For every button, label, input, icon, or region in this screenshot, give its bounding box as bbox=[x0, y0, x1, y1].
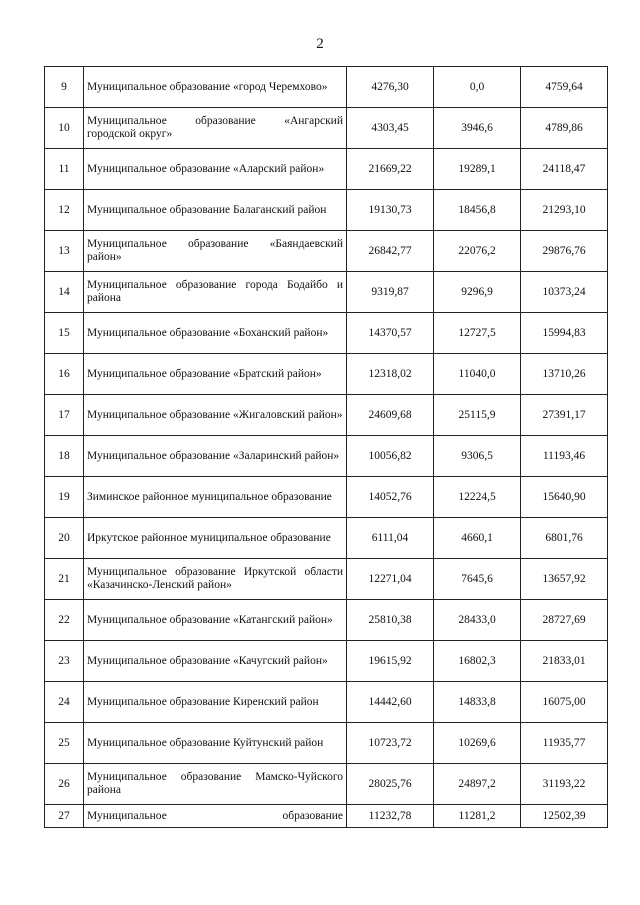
value-column-3-cell: 13710,26 bbox=[521, 354, 608, 395]
municipality-name-cell: Муниципальное образование «Катангский район» bbox=[84, 600, 347, 641]
value-column-2-cell: 10269,6 bbox=[434, 723, 521, 764]
value-column-1-cell: 11232,78 bbox=[347, 805, 434, 828]
table-row bbox=[45, 67, 608, 108]
value-column-1-cell: 12318,02 bbox=[347, 354, 434, 395]
row-number-cell: 17 bbox=[45, 395, 84, 436]
row-number-cell: 26 bbox=[45, 764, 84, 805]
value-column-3-cell: 13657,92 bbox=[521, 559, 608, 600]
table-row bbox=[45, 149, 608, 190]
value-column-1-cell: 6111,04 bbox=[347, 518, 434, 559]
table-row bbox=[45, 395, 608, 436]
value-column-2-cell: 22076,2 bbox=[434, 231, 521, 272]
value-column-3-cell: 6801,76 bbox=[521, 518, 608, 559]
value-column-3-cell: 11193,46 bbox=[521, 436, 608, 477]
table-row bbox=[45, 272, 608, 313]
value-column-2-cell: 11281,2 bbox=[434, 805, 521, 828]
value-column-1-cell: 14442,60 bbox=[347, 682, 434, 723]
row-number-cell: 11 bbox=[45, 149, 84, 190]
value-column-3-cell: 15994,83 bbox=[521, 313, 608, 354]
value-column-1-cell: 4303,45 bbox=[347, 108, 434, 149]
municipality-name-cell: Муниципальное образование «Боханский район» bbox=[84, 313, 347, 354]
row-number-cell: 13 bbox=[45, 231, 84, 272]
value-column-2-cell: 19289,1 bbox=[434, 149, 521, 190]
value-column-3-cell: 31193,22 bbox=[521, 764, 608, 805]
row-number-cell: 9 bbox=[45, 67, 84, 108]
row-number-cell: 10 bbox=[45, 108, 84, 149]
row-number-cell: 25 bbox=[45, 723, 84, 764]
value-column-2-cell: 14833,8 bbox=[434, 682, 521, 723]
table-row bbox=[45, 354, 608, 395]
table-row bbox=[45, 682, 608, 723]
row-number-cell: 14 bbox=[45, 272, 84, 313]
municipality-name-cell: Муниципальное образование «Аларский район» bbox=[84, 149, 347, 190]
value-column-2-cell: 11040,0 bbox=[434, 354, 521, 395]
municipality-name-cell: Муниципальное образование «Баяндаевский район» bbox=[84, 231, 347, 272]
value-column-1-cell: 28025,76 bbox=[347, 764, 434, 805]
municipality-name-cell: Муниципальное образование Балаганский район bbox=[84, 190, 347, 231]
municipality-name-cell: Муниципальное образование «Качугский район» bbox=[84, 641, 347, 682]
value-column-2-cell: 18456,8 bbox=[434, 190, 521, 231]
municipality-name-cell: Муниципальное образование Киренский район bbox=[84, 682, 347, 723]
table-row bbox=[45, 231, 608, 272]
row-number-cell: 24 bbox=[45, 682, 84, 723]
value-column-2-cell: 16802,3 bbox=[434, 641, 521, 682]
table-row bbox=[45, 764, 608, 805]
row-number-cell: 19 bbox=[45, 477, 84, 518]
municipality-name-cell: Муниципальное образование «Жигаловский район» bbox=[84, 395, 347, 436]
value-column-1-cell: 14052,76 bbox=[347, 477, 434, 518]
value-column-3-cell: 21833,01 bbox=[521, 641, 608, 682]
value-column-2-cell: 9296,9 bbox=[434, 272, 521, 313]
value-column-3-cell: 10373,24 bbox=[521, 272, 608, 313]
row-number-cell: 20 bbox=[45, 518, 84, 559]
table-row bbox=[45, 313, 608, 354]
value-column-3-cell: 16075,00 bbox=[521, 682, 608, 723]
table-row bbox=[45, 108, 608, 149]
table-body bbox=[45, 67, 608, 828]
value-column-1-cell: 9319,87 bbox=[347, 272, 434, 313]
table-row bbox=[45, 518, 608, 559]
value-column-3-cell: 15640,90 bbox=[521, 477, 608, 518]
value-column-3-cell: 11935,77 bbox=[521, 723, 608, 764]
value-column-2-cell: 4660,1 bbox=[434, 518, 521, 559]
municipality-name-cell: Муниципальное образование «Заларинский район» bbox=[84, 436, 347, 477]
value-column-3-cell: 29876,76 bbox=[521, 231, 608, 272]
row-number-cell: 18 bbox=[45, 436, 84, 477]
value-column-3-cell: 28727,69 bbox=[521, 600, 608, 641]
value-column-2-cell: 9306,5 bbox=[434, 436, 521, 477]
table-row bbox=[45, 641, 608, 682]
row-number-cell: 23 bbox=[45, 641, 84, 682]
row-number-cell: 16 bbox=[45, 354, 84, 395]
row-number-cell: 27 bbox=[45, 805, 84, 828]
row-number-cell: 12 bbox=[45, 190, 84, 231]
value-column-2-cell: 7645,6 bbox=[434, 559, 521, 600]
row-number-cell: 22 bbox=[45, 600, 84, 641]
row-number-cell: 21 bbox=[45, 559, 84, 600]
value-column-3-cell: 4789,86 bbox=[521, 108, 608, 149]
table-row bbox=[45, 436, 608, 477]
value-column-3-cell: 12502,39 bbox=[521, 805, 608, 828]
table-row bbox=[45, 723, 608, 764]
table-row bbox=[45, 559, 608, 600]
table-row bbox=[45, 190, 608, 231]
value-column-1-cell: 25810,38 bbox=[347, 600, 434, 641]
value-column-2-cell: 28433,0 bbox=[434, 600, 521, 641]
municipality-name-cell: Зиминское районное муниципальное образование bbox=[84, 477, 347, 518]
table-row bbox=[45, 805, 608, 828]
value-column-3-cell: 24118,47 bbox=[521, 149, 608, 190]
value-column-1-cell: 24609,68 bbox=[347, 395, 434, 436]
municipality-name-cell: Муниципальное образование «город Черемхово» bbox=[84, 67, 347, 108]
table-row bbox=[45, 600, 608, 641]
municipality-name-cell: Муниципальное образование bbox=[84, 805, 347, 828]
value-column-1-cell: 26842,77 bbox=[347, 231, 434, 272]
municipality-name-cell: Муниципальное образование города Бодайбо и района bbox=[84, 272, 347, 313]
municipality-name-cell: Муниципальное образование «Братский район» bbox=[84, 354, 347, 395]
value-column-3-cell: 27391,17 bbox=[521, 395, 608, 436]
table-row bbox=[45, 477, 608, 518]
municipality-name-cell: Иркутское районное муниципальное образование bbox=[84, 518, 347, 559]
value-column-1-cell: 10056,82 bbox=[347, 436, 434, 477]
value-column-2-cell: 0,0 bbox=[434, 67, 521, 108]
value-column-2-cell: 3946,6 bbox=[434, 108, 521, 149]
value-column-2-cell: 24897,2 bbox=[434, 764, 521, 805]
row-number-cell: 15 bbox=[45, 313, 84, 354]
value-column-1-cell: 12271,04 bbox=[347, 559, 434, 600]
municipality-name-cell: Муниципальное образование «Ангарский городской округ» bbox=[84, 108, 347, 149]
value-column-1-cell: 4276,30 bbox=[347, 67, 434, 108]
value-column-1-cell: 19130,73 bbox=[347, 190, 434, 231]
municipality-name-cell: Муниципальное образование Иркутской области «Казачинско-Ленский район» bbox=[84, 559, 347, 600]
value-column-1-cell: 14370,57 bbox=[347, 313, 434, 354]
value-column-2-cell: 12727,5 bbox=[434, 313, 521, 354]
value-column-3-cell: 4759,64 bbox=[521, 67, 608, 108]
allocation-table bbox=[44, 66, 608, 828]
value-column-2-cell: 25115,9 bbox=[434, 395, 521, 436]
municipality-name-cell: Муниципальное образование Куйтунский район bbox=[84, 723, 347, 764]
value-column-1-cell: 21669,22 bbox=[347, 149, 434, 190]
value-column-2-cell: 12224,5 bbox=[434, 477, 521, 518]
value-column-3-cell: 21293,10 bbox=[521, 190, 608, 231]
value-column-1-cell: 19615,92 bbox=[347, 641, 434, 682]
page-number: 2 bbox=[316, 36, 324, 52]
value-column-1-cell: 10723,72 bbox=[347, 723, 434, 764]
municipality-name-cell: Муниципальное образование Мамско-Чуйского района bbox=[84, 764, 347, 805]
